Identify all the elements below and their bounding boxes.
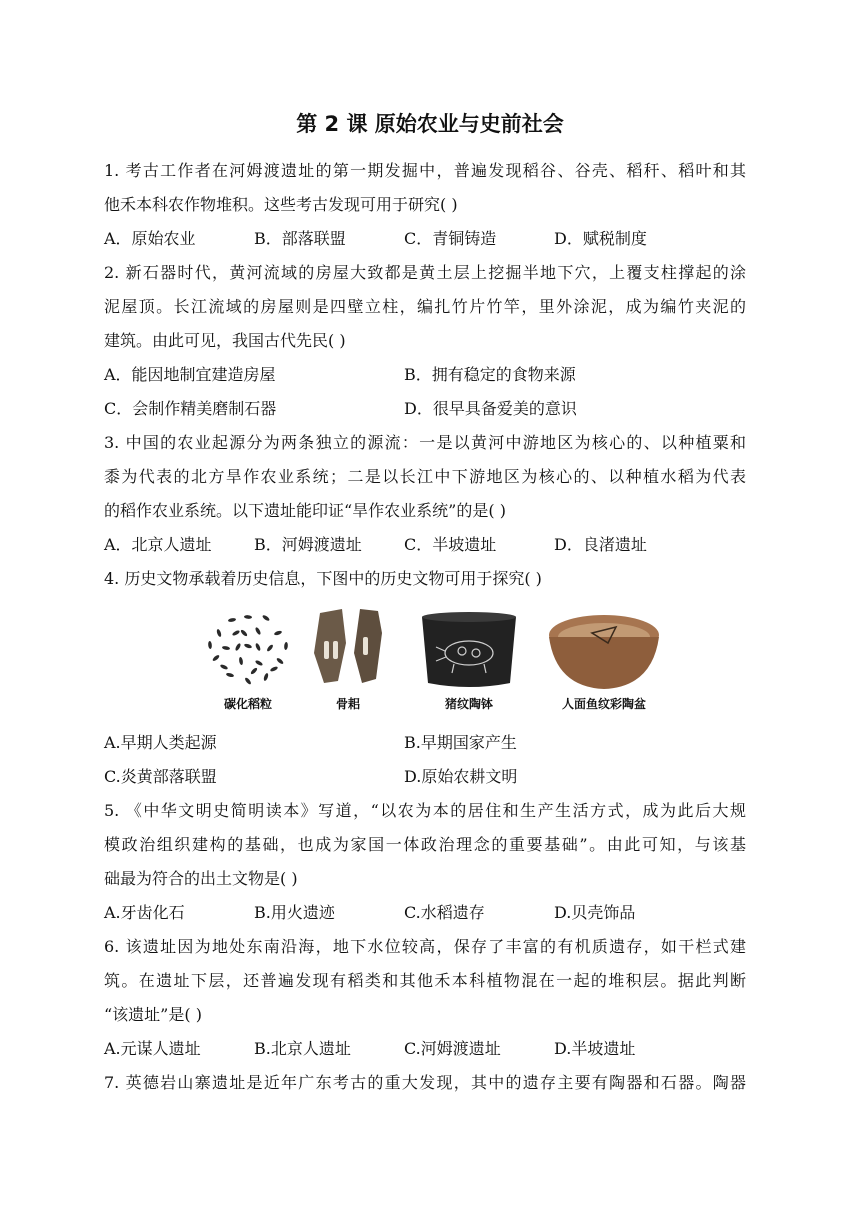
- page-title: 第 2 课 原始农业与史前社会: [296, 112, 564, 136]
- question-2-line-1: 2. 新石器时代，黄河流域的房屋大致都是黄土层上挖掘半地下穴，上覆支柱撑起的涂: [104, 263, 746, 282]
- question-2-option-c: C．会制作精美磨制石器: [104, 399, 277, 418]
- question-4-line-1: 4. 历史文物承载着历史信息，下图中的历史文物可用于探究( ): [104, 569, 542, 588]
- question-4-option-a: A.早期人类起源: [104, 733, 217, 752]
- question-4-option-c: C.炎黄部落联盟: [104, 767, 217, 786]
- question-5-option-b: B.用火遗迹: [254, 903, 335, 922]
- question-5-line-2: 模政治组织建构的基础，也成为家国一体政治理念的重要基础”。由此可知，与该基: [104, 835, 746, 854]
- question-1-option-c: C．青铜铸造: [404, 229, 497, 248]
- question-5-option-a: A.牙齿化石: [104, 903, 185, 922]
- question-6-option-c: C.河姆渡遗址: [404, 1039, 501, 1058]
- artifact-images: [196, 603, 666, 695]
- question-4-option-b: B.早期国家产生: [404, 733, 517, 752]
- question-5-option-d: D.贝壳饰品: [554, 903, 636, 922]
- question-6-line-1: 6. 该遗址因为地处东南沿海，地下水位较高，保存了丰富的有机质遗存，如干栏式建: [104, 937, 746, 956]
- question-6-option-a: A.元谋人遗址: [104, 1039, 201, 1058]
- question-3-option-d: D．良渚遗址: [554, 535, 647, 554]
- pig-pottery-image: [422, 612, 516, 687]
- bone-spade-image: [314, 609, 382, 683]
- question-3-option-b: B．河姆渡遗址: [254, 535, 362, 554]
- question-1-option-d: D．赋税制度: [554, 229, 647, 248]
- fish-face-basin-image: [549, 615, 659, 689]
- caption-bone-spade: 骨耜: [335, 697, 360, 711]
- caption-fish-face-basin: 人面鱼纹彩陶盆: [561, 697, 646, 711]
- question-6-line-3: “该遗址”是( ): [104, 1005, 202, 1024]
- question-3-line-2: 黍为代表的北方旱作农业系统；二是以长江中下游地区为核心的、以种植水稻为代表: [104, 467, 746, 486]
- question-1-line-2: 他禾本科农作物堆积。这些考古发现可用于研究( ): [104, 195, 458, 214]
- question-1-line-1: 1. 考古工作者在河姆渡遗址的第一期发掘中，普遍发现稻谷、谷壳、稻秆、稻叶和其: [104, 161, 746, 180]
- artifact-figure: [196, 603, 666, 715]
- question-5-option-c: C.水稻遗存: [404, 903, 485, 922]
- question-6-option-b: B.北京人遗址: [254, 1039, 351, 1058]
- question-2-option-a: A．能因地制宜建造房屋: [104, 365, 276, 384]
- caption-pig-pottery: 猪纹陶钵: [444, 697, 493, 711]
- carbonized-rice-image: [208, 606, 288, 686]
- question-3-line-3: 的稻作农业系统。以下遗址能印证“旱作农业系统”的是( ): [104, 501, 506, 520]
- question-2-line-3: 建筑。由此可见，我国古代先民( ): [104, 331, 346, 350]
- question-5-line-3: 础最为符合的出土文物是( ): [104, 869, 298, 888]
- question-5-line-1: 5. 《中华文明史简明读本》写道，“以农为本的居住和生产生活方式，成为此后大规: [104, 801, 746, 820]
- question-1-option-b: B．部落联盟: [254, 229, 346, 248]
- question-2-line-2: 泥屋顶。长江流域的房屋则是四壁立柱，编扎竹片竹竿，里外涂泥，成为编竹夹泥的: [104, 297, 746, 316]
- question-6-line-2: 筑。在遗址下层，还普遍发现有稻类和其他禾本科植物混在一起的堆积层。据此判断: [104, 971, 746, 990]
- question-3-option-a: A．北京人遗址: [104, 535, 212, 554]
- question-7-line-1: 7. 英德岩山寨遗址是近年广东考古的重大发现，其中的遗存主要有陶器和石器。陶器: [104, 1073, 746, 1092]
- question-3-line-1: 3. 中国的农业起源分为两条独立的源流：一是以黄河中游地区为核心的、以种植粟和: [104, 433, 746, 452]
- caption-carbonized-rice: 碳化稻粒: [223, 697, 272, 711]
- question-2-option-d: D．很早具备爱美的意识: [404, 399, 577, 418]
- question-3-option-c: C．半坡遗址: [404, 535, 497, 554]
- question-2-option-b: B．拥有稳定的食物来源: [404, 365, 576, 384]
- question-4-option-d: D.原始农耕文明: [404, 767, 518, 786]
- question-6-option-d: D.半坡遗址: [554, 1039, 636, 1058]
- question-1-option-a: A．原始农业: [104, 229, 196, 248]
